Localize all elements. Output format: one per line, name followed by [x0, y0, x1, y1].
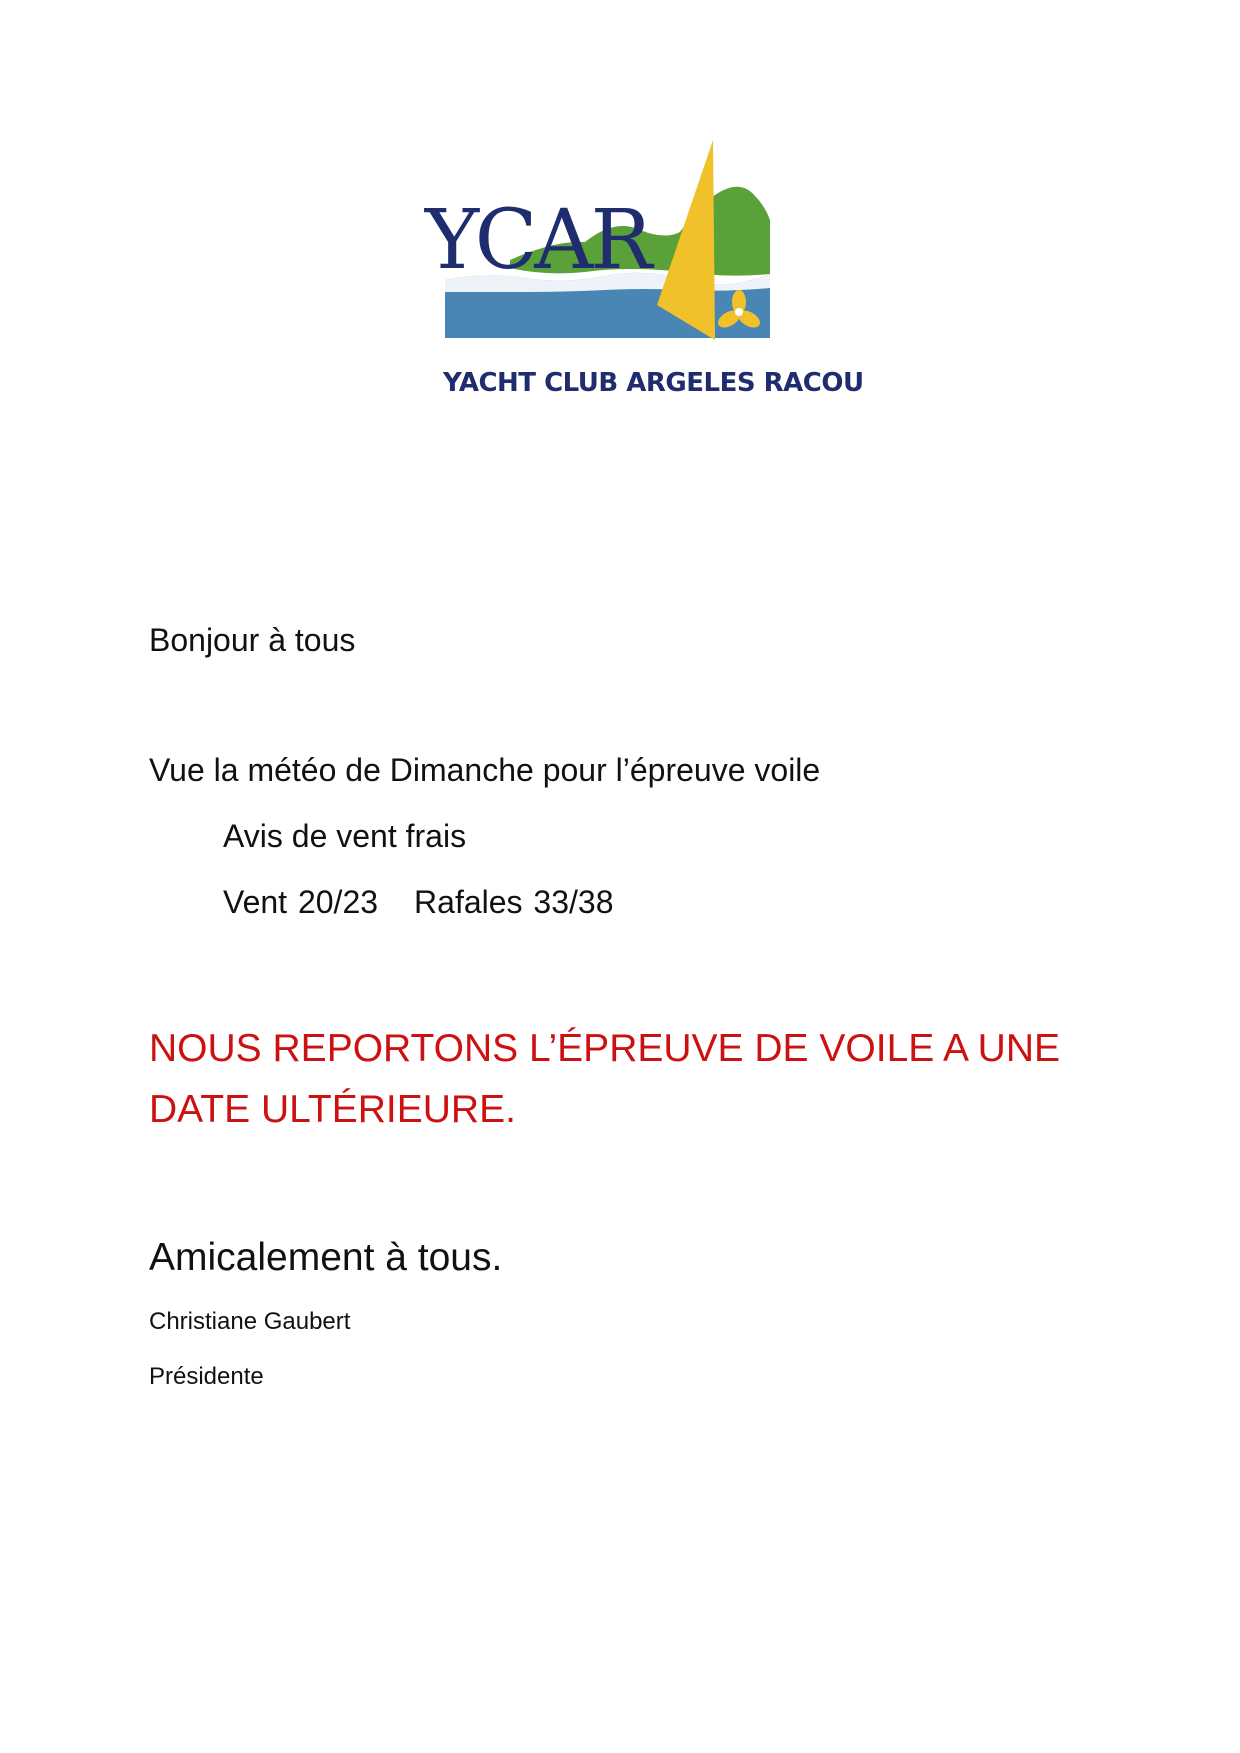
wind-details: [223, 884, 614, 921]
weather-warning: Avis de vent frais: [223, 818, 467, 854]
wind-value: Vent 20/23: [223, 884, 379, 920]
greeting: Bonjour à tous: [149, 622, 356, 658]
logo-caption: YACHT CLUB ARGELES RACOU: [443, 368, 864, 398]
club-logo: [425, 140, 864, 420]
closing-line: Amicalement à tous.: [149, 1236, 503, 1279]
logo-wordmark: YCAR: [425, 193, 650, 288]
postponement-announcement: NOUS REPORTONS L’ÉPREUVE DE VOILE A UNE DATE ULTÉRIEURE.: [149, 1027, 1061, 1131]
signer-name: Christiane Gaubert: [149, 1308, 351, 1335]
signer-role: Présidente: [149, 1363, 264, 1390]
gusts-value: Rafales 33/38: [414, 884, 614, 920]
intro-line: Vue la météo de Dimanche pour l’épreuve voile: [149, 752, 821, 788]
